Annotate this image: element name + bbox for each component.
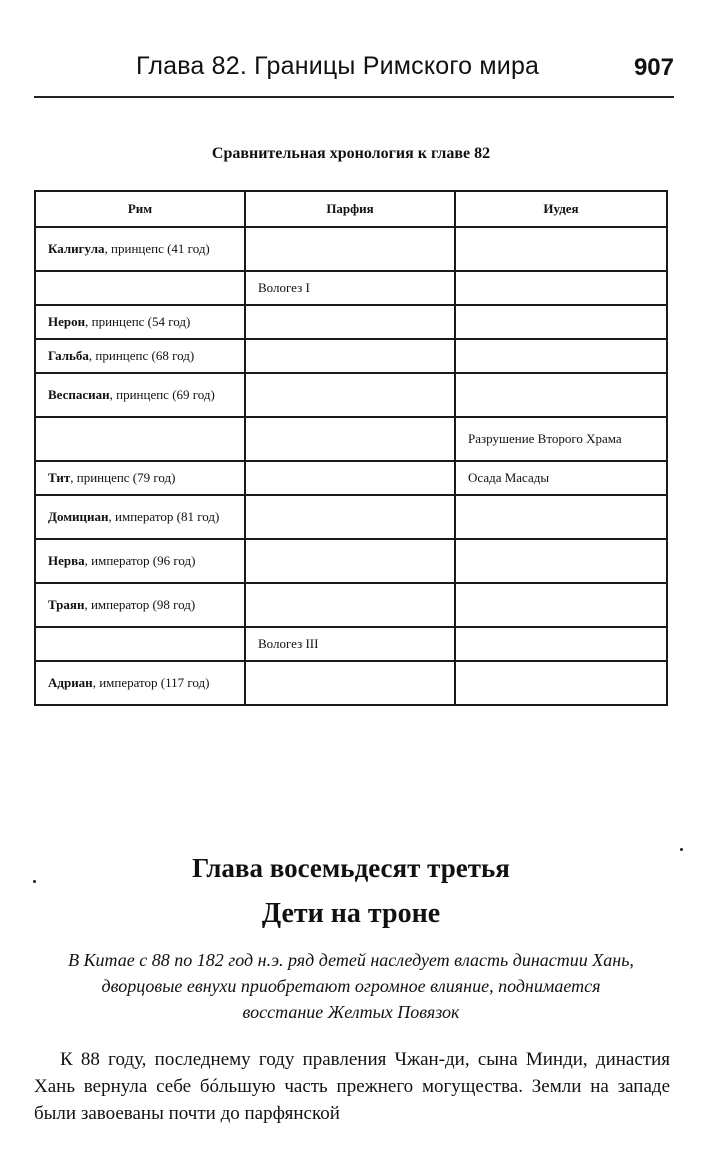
parthia-cell <box>245 461 455 495</box>
ruler-name: Гальба <box>48 348 89 363</box>
ruler-title: , император (81 год) <box>108 509 220 524</box>
rome-cell <box>35 373 245 417</box>
table-row <box>35 583 667 627</box>
ruler-title: , принцепс (41 год) <box>104 241 210 256</box>
table-row <box>35 227 667 271</box>
judea-cell <box>455 339 667 373</box>
parthia-cell <box>245 661 455 705</box>
rome-cell <box>35 583 245 627</box>
column-header-rome: Рим <box>35 191 245 227</box>
column-header-judea: Иудея <box>455 191 667 227</box>
judea-cell <box>455 583 667 627</box>
table-row <box>35 339 667 373</box>
parthia-cell <box>245 373 455 417</box>
table-row <box>35 461 667 495</box>
ruler-title: , император (98 год) <box>84 597 196 612</box>
table-row <box>35 661 667 705</box>
scan-speck <box>33 880 36 883</box>
ruler-name: Адриан <box>48 675 93 690</box>
rome-cell <box>35 661 245 705</box>
chapter-number-heading: Глава восемьдесят третья <box>192 853 510 883</box>
rome-cell <box>35 417 245 461</box>
judea-cell <box>455 227 667 271</box>
table-row <box>35 495 667 539</box>
body-paragraph: К 88 году, последнему году правления Чжан-ди, сына Минди, династия Хань вернула себе бóльшую часть прежнего могущества. Земли на западе были завоеваны почти до парфянской <box>34 1049 670 1124</box>
rome-cell <box>35 271 245 305</box>
parthia-cell <box>245 539 455 583</box>
ruler-title: , принцепс (79 год) <box>70 470 176 485</box>
parthia-cell: Вологез I <box>245 271 455 305</box>
table-row <box>35 627 667 661</box>
ruler-name: Домициан <box>48 509 109 524</box>
chapter-title: Дети на троне <box>261 898 441 929</box>
rome-cell <box>35 627 245 661</box>
ruler-name: Веспасиан <box>48 387 110 402</box>
rome-cell <box>35 339 245 373</box>
rome-cell <box>35 227 245 271</box>
parthia-cell <box>245 583 455 627</box>
table-caption: Сравнительная хронология к главе 82 <box>211 145 491 162</box>
judea-cell <box>455 495 667 539</box>
table-row <box>35 305 667 339</box>
running-header <box>34 50 674 98</box>
table-row <box>35 417 667 461</box>
judea-cell <box>455 661 667 705</box>
chapter-epigraph: В Китае с 88 по 182 год н.э. ряд детей наследует власть династии Хань, дворцовые евнухи приобретают огромное влияние, поднимается восстание Желтых Повязок <box>68 950 634 1022</box>
table-row <box>35 539 667 583</box>
table-row <box>35 373 667 417</box>
ruler-title: , император (117 год) <box>92 675 210 690</box>
ruler-title: , принцепс (69 год) <box>109 387 215 402</box>
ruler-title: , принцепс (68 год) <box>88 348 195 363</box>
running-title: Глава 82. Границы Римского мира <box>136 52 540 80</box>
judea-cell: Осада Масады <box>455 461 667 495</box>
judea-cell <box>455 627 667 661</box>
ruler-name: Траян <box>48 597 85 612</box>
rome-cell <box>35 305 245 339</box>
parthia-cell <box>245 227 455 271</box>
judea-cell <box>455 373 667 417</box>
parthia-cell <box>245 305 455 339</box>
rome-cell <box>35 461 245 495</box>
ruler-title: , император (96 год) <box>84 553 196 568</box>
ruler-name: Тит <box>48 470 71 485</box>
judea-cell <box>455 271 667 305</box>
chronology-table <box>34 190 668 706</box>
judea-cell: Разрушение Второго Храма <box>455 417 667 461</box>
parthia-cell: Вологез III <box>245 627 455 661</box>
rome-cell <box>35 539 245 583</box>
ruler-name: Нерва <box>48 553 85 568</box>
parthia-cell <box>245 339 455 373</box>
ruler-name: Калигула <box>48 241 105 256</box>
page-number: 907 <box>633 54 674 81</box>
scan-speck <box>680 848 683 851</box>
parthia-cell <box>245 495 455 539</box>
table-header-row <box>35 191 667 227</box>
ruler-name: Нерон <box>48 314 86 329</box>
rome-cell <box>35 495 245 539</box>
judea-cell <box>455 305 667 339</box>
judea-cell <box>455 539 667 583</box>
ruler-title: , принцепс (54 год) <box>85 314 191 329</box>
column-header-parthia: Парфия <box>245 191 455 227</box>
table-row <box>35 271 667 305</box>
parthia-cell <box>245 417 455 461</box>
